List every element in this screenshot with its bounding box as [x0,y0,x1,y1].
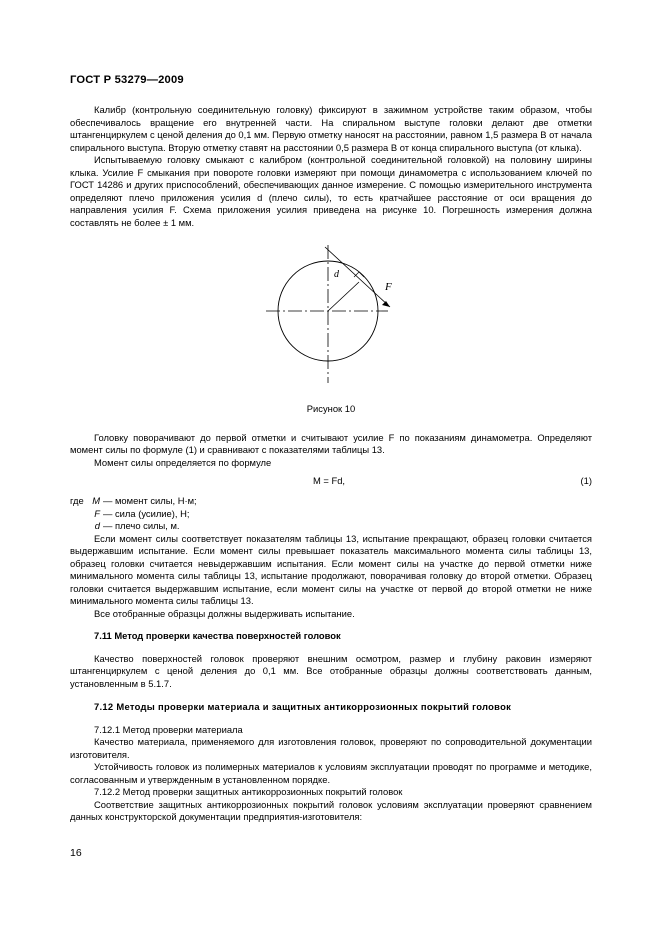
subsection-7-12-2: 7.12.2 Метод проверки защитных антикоррозионных покрытий головок [94,786,403,797]
definition-prefix: где [70,495,84,506]
paragraph-polymer-stability: Устойчивость головок из полимерных материалов к условиям эксплуатации проводят по программе и методике, согласованным и утвержденным в установленном порядке. [70,761,592,785]
definitions-list [70,495,592,533]
definition-text: — плечо силы, м. [103,520,180,531]
label-d: d [334,269,339,280]
document-code: ГОСТ Р 53279—2009 [70,74,184,86]
paragraph-surface-quality: Качество поверхностей головок проверяют внешним осмотром, размер и глубину раковин измеряют штангенциркулем с ценой деления до 0,1 мм. Все отобранные образцы должны соответствовать данным, установленным в 5.1.7. [70,652,592,689]
definition-row [70,508,592,521]
definition-row [70,520,592,533]
force-diagram [70,235,592,401]
definition-symbol: F [94,507,100,519]
subsection-7-12-1: 7.12.1 Метод проверки материала [94,723,243,735]
paragraph-test-setup: Испытываемую головку смыкают с калибром (контрольной соединительной головкой) на половину ширины клыка. Усилие F смыкания при повороте головки измеряют при помощи динамометра с использованием ключей по ГОСТ 14286 и других приспособлений, обеспечивающих данное измерение. С помощью измерительного инструмента определяют плечо приложения усилия d (плечо силы), то есть кратчайшее расстояние от оси вращения до направления усилия F. Схема приложения усилия приведена на рисунке 10. Погрешность измерения должна составлять не более ± 1 мм. [70,154,592,228]
definition-prefix [70,508,88,521]
formula-number: (1) [580,475,592,486]
document-body [70,104,592,824]
paragraph-rotation: Головку поворачивают до первой отметки и считывают усилие F по показаниям динамометра. Определяют момент силы по формуле (1) и сравнивают с показателями таблицы 13. [70,431,592,455]
figure-10 [70,235,592,401]
page-number: 16 [70,847,82,859]
paragraph-all-samples: Все отобранные образцы должны выдерживать испытание. [94,607,355,619]
definition-text: — момент силы, Н·м; [103,495,197,506]
definition-symbol: d [94,520,100,531]
section-heading-7-12: 7.12 Методы проверки материала и защитных антикоррозионных покрытий головок [94,701,512,712]
label-F: F [385,281,392,293]
section-heading-7-11: 7.11 Метод проверки качества поверхностей головок [94,630,341,641]
definition-row [70,495,592,508]
paragraph-material-quality: Качество материала, применяемого для изготовления головок, проверяют по сопроводительной документации изготовителя. [70,736,592,760]
definition-prefix [70,520,88,533]
formula-expression: M = Fd, [313,475,346,486]
definition-text: — сила (усилие), Н; [103,507,190,519]
paragraph-evaluation: Если момент силы соответствует показателям таблицы 13, испытание прекращают, образец головки считается выдержавшим испытание. Если момент силы превышает показатель максимального момента силы таблицы 13, образец головки считается невыдержавшим испытания. Если момент силы на участке до первой отметки ниже минимального момента силы таблицы 13, испытание продолжают, поворачивая головку до второй отметки. Образец головки считается выдержавшим испытание, если момент силы на участке от первой до второй отметки не ниже минимального момента силы таблицы 13. [70,532,592,606]
paragraph-calibr: Калибр (контрольную соединительную головку) фиксируют в зажимном устройстве таким образом, чтобы обеспечивалось вращение его внутренней части. На спиральном выступе головки делают две отметки штангенциркулем с ценой деления до 0,1 мм. Первую отметку наносят на расстоянии, равном 1,5 размера B от начала спирального выступа. Вторую отметку ставят на расстоянии 0,5 размера B от конца спирального выступа (от клыка). [70,104,592,153]
paragraph-coating-conformity: Соответствие защитных антикоррозионных покрытий головок условиям эксплуатации проверяют сравнением данных конструкторской документации предприятия-изготовителя: [70,798,592,822]
paragraph-formula-intro: Момент силы определяется по формуле [94,456,272,468]
lever-arm-line [328,282,359,311]
force-arrow-head [382,301,390,307]
figure-caption: Рисунок 10 [306,403,356,414]
formula-1 [70,469,592,493]
definition-symbol: M [92,495,100,506]
